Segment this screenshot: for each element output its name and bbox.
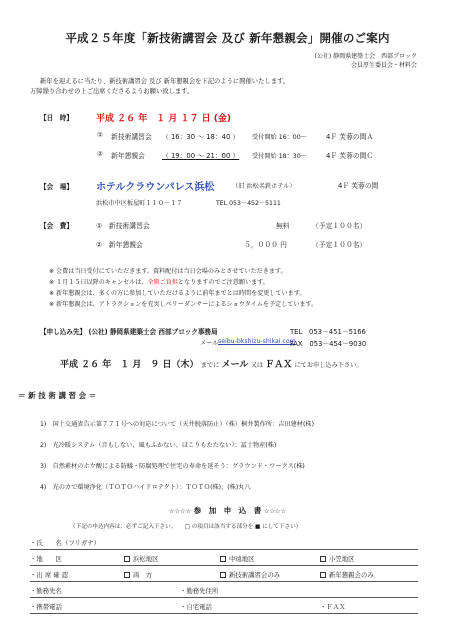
apply-mail[interactable]: seibu-bkshizu-shikai.com <box>218 338 296 345</box>
form-area-3-label: 小笠地区 <box>329 555 355 563</box>
deadline-line <box>60 357 363 370</box>
schedule-item2-time: （ 19：00 ～ 21：00 ） <box>162 152 240 160</box>
form-area-option-2[interactable] <box>220 554 255 563</box>
fee-item1-capacity: （予定１００名） <box>312 222 367 230</box>
note-2-b: となりますのでご注意願います。 <box>177 279 269 286</box>
apply-mail-label: メール <box>200 340 219 347</box>
schedule-item1-no: ① <box>97 131 104 139</box>
form-stars-right: ☆☆☆☆ <box>263 508 287 515</box>
schedule-item2-room: 4Ｆ 芙蓉の間Ｃ <box>326 152 374 160</box>
form-area-2-label: 中遠地区 <box>229 555 255 563</box>
form-row-attend <box>30 568 418 582</box>
form-area-1-label: 浜松地区 <box>133 555 159 563</box>
note-2-highlight: 全額ご負担 <box>147 279 178 286</box>
apply-tel: TEL 053－451－5166 <box>290 328 366 336</box>
deadline-mail: メール <box>221 360 249 370</box>
note-1: ※ 会費は当日受付にていただきます。資料配付は当日会場のみとさせていただきます。 <box>49 268 287 275</box>
venue-former-name: （旧 浜松名鉄ホテル） <box>232 183 296 190</box>
form-stars-left: ☆☆☆☆ <box>168 508 192 515</box>
venue-label: 【会 場】 <box>40 183 73 191</box>
form-area-option-1[interactable] <box>124 554 159 563</box>
note-4: ※ 新年懇親会は、アトラクションを充実しベリーダンサーによるショウタイムを予定しています。 <box>49 301 318 308</box>
form-row-name[interactable] <box>30 536 418 550</box>
schedule-item2-reception: 受付開始 18：30～ <box>252 153 307 160</box>
fee-item2-capacity: （予定１００名） <box>312 241 367 249</box>
seminar-item-1: 1) 国土交通省告示第７７１号への対応について（天井脱落防止）（株）桐井製作所：吉田建材(株) <box>40 421 315 428</box>
form-attend-1-label: 両 方 <box>133 571 153 579</box>
venue-tel: TEL 053－452－5111 <box>216 200 281 207</box>
intro-line-1: 新年を迎えるに当たり、新技術講習会 及び 新年懇親会を下記のように開催いたします。 <box>40 78 290 85</box>
form-fax-label: ・ＦＡＸ <box>320 603 346 611</box>
form-attend-option-2[interactable] <box>220 570 280 579</box>
form-area-label: ・地 区 <box>30 555 62 563</box>
form-attend-2-label: 新技術講習会のみ <box>229 571 281 579</box>
fee-item1-price: 無料 <box>276 222 290 230</box>
deadline-or: 又は <box>250 362 264 369</box>
form-company-label: ・勤務先名 <box>30 587 62 595</box>
fee-item2: ② 新年懇親会 <box>96 241 143 249</box>
form-attend-label: ・出 席 確 認 <box>30 571 69 579</box>
form-row-phone[interactable] <box>30 600 418 614</box>
venue-address: 浜松市中区板屋町１１０－１７ <box>96 200 183 207</box>
form-attend-option-3[interactable] <box>320 570 374 579</box>
fee-item1: ① 新技術講習会 <box>96 222 150 230</box>
note-2 <box>49 277 269 286</box>
form-title-line <box>0 505 455 516</box>
venue-room: 4Ｆ 芙蓉の間 <box>338 182 379 190</box>
form-row-company[interactable] <box>30 584 418 598</box>
fee-label: 【会 費】 <box>40 222 73 230</box>
deadline-rest: までに <box>200 362 220 369</box>
checkbox-icon[interactable] <box>220 556 226 562</box>
form-area-option-3[interactable] <box>320 554 355 563</box>
form-title: 参 加 申 込 書 <box>193 506 262 515</box>
checkbox-icon[interactable] <box>220 572 226 578</box>
intro-line-2: 万障繰り合わせの上ご出席くださるようお願い致します。 <box>30 88 194 95</box>
form-row-area <box>30 552 418 566</box>
deadline-tail: にてお申し込み下さい。 <box>294 362 363 369</box>
checkbox-icon[interactable] <box>320 556 326 562</box>
seminar-item-4: 4) 光のカで環境浄化（ＴＯＴＯハイドロテクト）：ＴＯＴＯ(株)、(株)丸八 <box>40 484 251 491</box>
schedule-label: 【日 時】 <box>40 114 73 122</box>
form-note: （下記の申込内容は、必ずご記入下さい。 □ の項目は該当する部分を ■ にして下さい） <box>70 524 302 530</box>
organizer: (公社) 静岡県建築士会 西部ブロック <box>314 53 417 60</box>
apply-fax: FAX 053－454－9030 <box>290 340 367 348</box>
schedule-item1-time: （ 16：30 ～ 18：40 ） <box>162 133 240 141</box>
page-title: 平成２５年度「新技術講習会 及び 新年懇親会」開催のご案内 <box>65 31 390 45</box>
apply-label: 【申し込み先】 (公社) 静岡県建築士会 西部ブロック事務局 <box>40 328 218 336</box>
schedule-item1-name: 新技術講習会 <box>111 133 152 141</box>
seminar-heading: ＝ 新 技 術 講 習 会 ＝ <box>18 391 97 400</box>
form-mobile-label: ・携帯電話 <box>30 603 62 611</box>
note-2-a: ※ １月１５日以降のキャンセルは、 <box>49 279 148 286</box>
schedule-item2-name: 新年懇親会 <box>111 152 145 160</box>
fee-item2-price: ５，０００ 円 <box>244 241 287 249</box>
checkbox-icon[interactable] <box>320 572 326 578</box>
schedule-date: 平成 ２６ 年 １ 月 １７ 日 (金) <box>96 114 232 124</box>
form-company-address-label: ・勤務先住所 <box>180 587 219 595</box>
form-attend-option-1[interactable] <box>124 570 152 579</box>
note-3: ※ 新年懇親会は、多くの方に参加していただけるように前年までとは時間を変更しています。 <box>49 290 306 297</box>
schedule-item1-room: 4Ｆ 芙蓉の間Ａ <box>326 133 374 141</box>
schedule-item2-no: ② <box>97 150 104 158</box>
seminar-item-2: 2) 光冷暖システム（音もしない、風もふかない、ほこりもたたない）：冨士物産(株) <box>40 442 277 449</box>
form-attend-3-label: 新年懇親会のみ <box>329 571 374 579</box>
organizer-sub: 会員厚生委員会・材料会 <box>350 62 417 69</box>
venue-name: ホテルクラウンパレス浜松 <box>96 182 215 193</box>
checkbox-icon[interactable] <box>124 556 130 562</box>
seminar-item-3: 3) 自然素材のホウ酸による防蟻・防腐処理で住宅の寿命を延そう：グラウンド・ワークス(株) <box>40 463 305 470</box>
checkbox-icon[interactable] <box>124 572 130 578</box>
form-name-label: ・氏 名（フリガナ） <box>30 539 100 547</box>
schedule-item1-reception: 受付開始 16：00～ <box>252 134 307 141</box>
deadline-date: 平成 ２６ 年 １ 月 ９ 日（木） <box>60 360 199 370</box>
deadline-fax: ＦＡＸ <box>265 360 293 370</box>
form-home-label: ・自宅電話 <box>180 603 212 611</box>
